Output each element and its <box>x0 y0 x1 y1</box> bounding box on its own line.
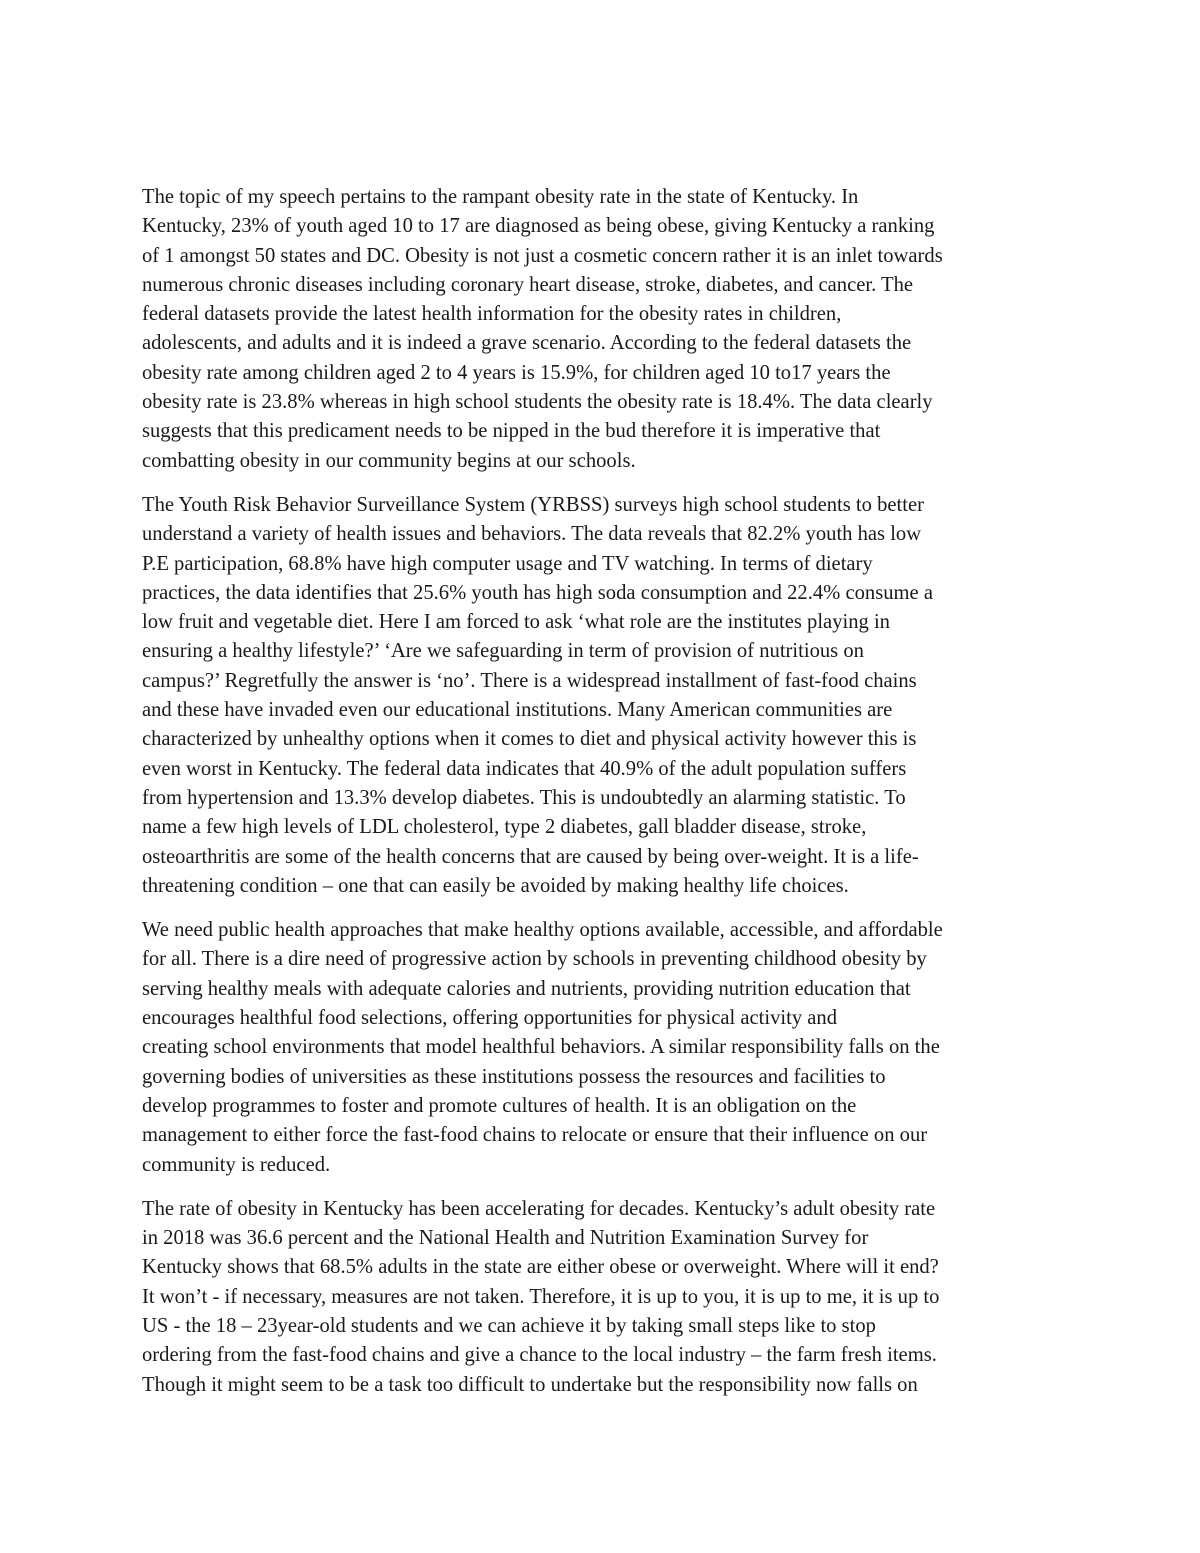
text-line: obesity rate among children aged 2 to 4 years is 15.9%, for children aged 10 to17 years the <box>142 361 891 384</box>
text-line: osteoarthritis are some of the health concerns that are caused by being over-weight. It is a life- <box>142 845 919 868</box>
text-line: for all. There is a dire need of progressive action by schools in preventing childhood obesity by <box>142 948 927 971</box>
text-line: The rate of obesity in Kentucky has been accelerating for decades. Kentucky’s adult obesity rate <box>142 1197 936 1220</box>
text-line: threatening condition – one that can easily be avoided by making healthy life choices. <box>142 874 849 897</box>
text-line: Kentucky shows that 68.5% adults in the state are either obese or overweight. Where will it end? <box>142 1256 939 1279</box>
text-line: low fruit and vegetable diet. Here I am forced to ask ‘what role are the institutes playing in <box>142 611 890 634</box>
text-line: combatting obesity in our community begins at our schools. <box>142 449 636 472</box>
document-body <box>142 183 1064 1415</box>
text-line: name a few high levels of LDL cholesterol, type 2 diabetes, gall bladder disease, stroke, <box>142 816 867 839</box>
text-line: campus?’ Regretfully the answer is ‘no’. There is a widespread installment of fast-food chains <box>142 669 917 692</box>
text-line: develop programmes to foster and promote cultures of health. It is an obligation on the <box>142 1094 857 1117</box>
text-line: of 1 amongst 50 states and DC. Obesity is not just a cosmetic concern rather it is an inlet towards <box>142 244 943 267</box>
text-line: The topic of my speech pertains to the rampant obesity rate in the state of Kentucky. In <box>142 186 859 208</box>
text-line: Kentucky, 23% of youth aged 10 to 17 are diagnosed as being obese, giving Kentucky a ranking <box>142 215 935 238</box>
text-line: obesity rate is 23.8% whereas in high school students the obesity rate is 18.4%. The data clearly <box>142 391 933 414</box>
text-line: ensuring a healthy lifestyle?’ ‘Are we safeguarding in term of provision of nutritious on <box>142 640 864 663</box>
text-line: creating school environments that model healthful behaviors. A similar responsibility falls on the <box>142 1036 940 1059</box>
text-line: We need public health approaches that make healthy options available, accessible, and affordable <box>142 919 943 942</box>
paragraph-4 <box>142 1195 1064 1400</box>
text-line: understand a variety of health issues and behaviors. The data reveals that 82.2% youth has low <box>142 523 922 546</box>
paragraph-1 <box>142 183 1064 476</box>
text-line: even worst in Kentucky. The federal data indicates that 40.9% of the adult population suffers <box>142 757 907 780</box>
text-line: characterized by unhealthy options when it comes to diet and physical activity however this is <box>142 728 917 751</box>
text-line: The Youth Risk Behavior Surveillance System (YRBSS) surveys high school students to better <box>142 493 924 516</box>
text-line: Though it might seem to be a task too difficult to undertake but the responsibility now falls on <box>142 1373 918 1396</box>
text-line: in 2018 was 36.6 percent and the National Health and Nutrition Examination Survey for <box>142 1227 869 1250</box>
text-line: suggests that this predicament needs to be nipped in the bud therefore it is imperative that <box>142 420 881 443</box>
text-line: ordering from the fast-food chains and give a chance to the local industry – the farm fresh items. <box>142 1344 937 1367</box>
text-line: numerous chronic diseases including coronary heart disease, stroke, diabetes, and cancer. The <box>142 273 914 296</box>
text-line: It won’t - if necessary, measures are not taken. Therefore, it is up to you, it is up to me, it is up to <box>142 1285 940 1308</box>
paragraph-2 <box>142 491 1064 901</box>
text-line: management to either force the fast-food chains to relocate or ensure that their influence on our <box>142 1124 928 1147</box>
text-line: serving healthy meals with adequate calories and nutrients, providing nutrition education that <box>142 977 911 1000</box>
text-line: federal datasets provide the latest health information for the obesity rates in children, <box>142 303 842 326</box>
text-line: and these have invaded even our educational institutions. Many American communities are <box>142 699 893 722</box>
text-line: from hypertension and 13.3% develop diabetes. This is undoubtedly an alarming statistic. To <box>142 786 906 809</box>
text-line: US - the 18 – 23year-old students and we can achieve it by taking small steps like to stop <box>142 1314 876 1337</box>
text-line: adolescents, and adults and it is indeed a grave scenario. According to the federal datasets the <box>142 332 912 355</box>
text-line: P.E participation, 68.8% have high computer usage and TV watching. In terms of dietary <box>142 552 873 575</box>
paragraph-3 <box>142 916 1064 1180</box>
text-line: governing bodies of universities as these institutions possess the resources and facilities to <box>142 1065 886 1088</box>
text-line: encourages healthful food selections, offering opportunities for physical activity and <box>142 1007 838 1030</box>
text-line: community is reduced. <box>142 1153 331 1176</box>
text-line: practices, the data identifies that 25.6% youth has high soda consumption and 22.4% consume a <box>142 581 933 604</box>
